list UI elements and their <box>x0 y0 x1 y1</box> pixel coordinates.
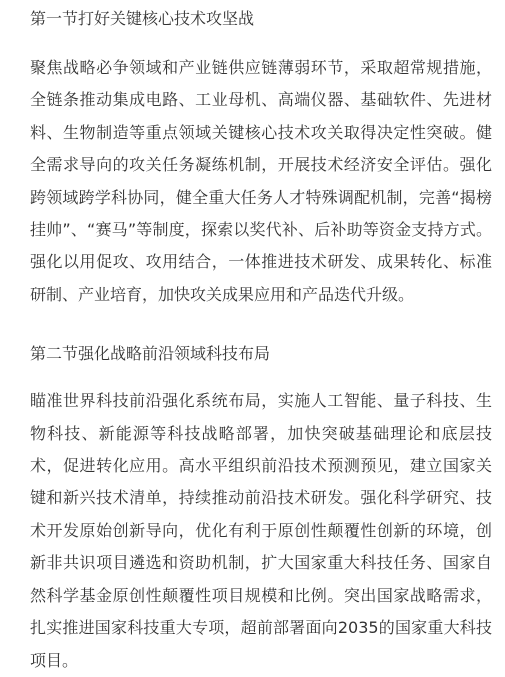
section-heading-2: 第二节强化战略前沿领域科技布局 <box>30 344 271 364</box>
section-paragraph-1: 聚焦战略必争领域和产业链供应链薄弱环节，采取超常规措施，全链条推动集成电路、工业母机、高端仪器、基础软件、先进材料、生物制造等重点领域关键核心技术攻关取得决定性突破。健全需求导向的攻关任务凝练机制，开展技术经济安全评估。强化跨领域跨学科协同，健全重大任务人才特殊调配机制，完善“揭榜挂帅”、“赛马”等制度，探索以奖代补、后补助等资金支持方式。强化以用促攻、攻用结合，一体推进技术研发、成果转化、标准研制、产业培育，加快攻关成果应用和产品迭代升级。 <box>30 58 492 304</box>
section-heading-1: 第一节打好关键核心技术攻坚战 <box>30 9 255 28</box>
document-body <box>30 6 492 677</box>
section-paragraph-2: 瞄准世界科技前沿强化系统布局，实施人工智能、量子科技、生物科技、新能源等科技战略部署，加快突破基础理论和底层技术，促进转化应用。高水平组织前沿技术预测预见，建立国家关键和新兴技术清单，持续推动前沿技术研发。强化科学研究、技术开发原始创新导向，优化有利于原创性颠覆性创新的环境，创新非共识项目遴选和资助机制，扩大国家重大科技任务、国家自然科学基金原创性颠覆性项目规模和比例。突出国家战略需求，扎实推进国家科技重大专项，超前部署面向2035的国家重大科技项目。 <box>30 391 492 670</box>
